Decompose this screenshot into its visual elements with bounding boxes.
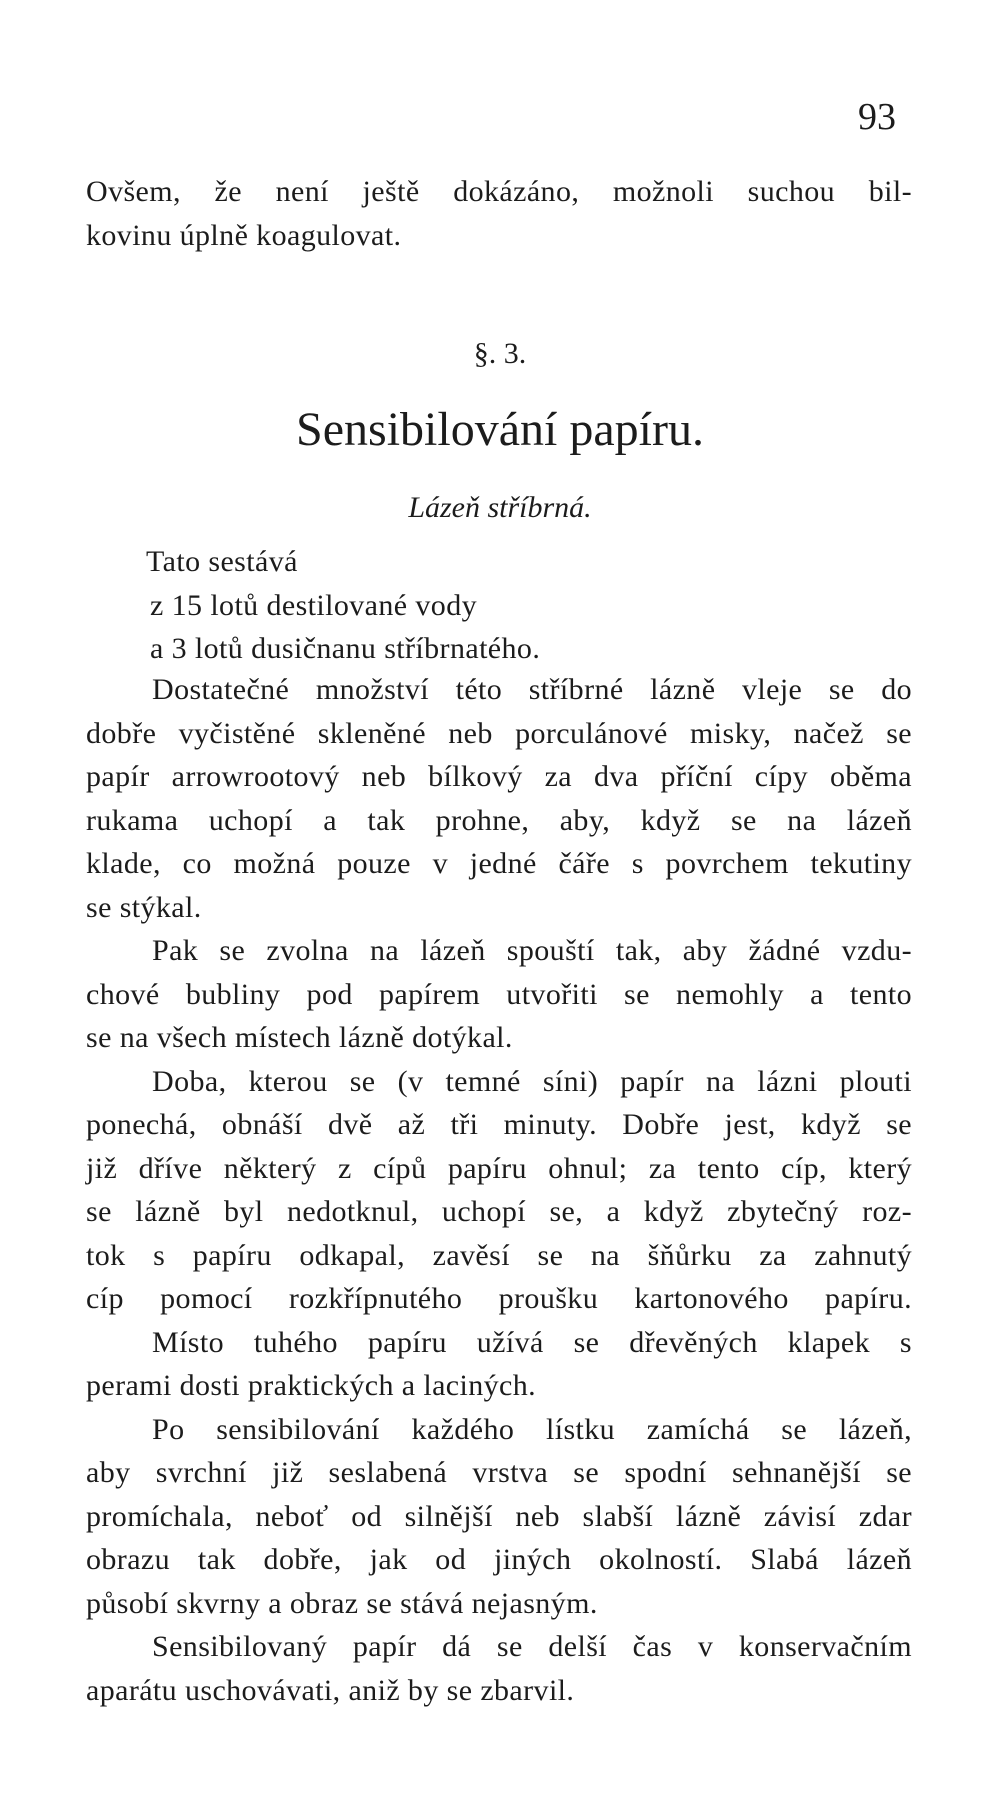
paragraph [86,1625,912,1712]
ingredients-list [86,540,912,671]
text-line: Po sensibilování každého lístku zamíchá se lázeň, [152,1412,912,1446]
text-line: se na všech místech lázně dotýkal. [86,1021,513,1054]
main-text [86,668,912,1712]
paragraph [86,929,912,1060]
text-line: cíp pomocí rozkřípnutého proušku kartonového papíru. [86,1282,912,1315]
text-line: klade, co možná pouze v jedné čáře s povrchem tekutiny [86,847,912,880]
ingredient-item: a 3 lotů dusičnanu stříbrnatého. [150,632,541,665]
paragraph [86,1321,912,1408]
text-line: Dostatečné množství této stříbrné lázně vleje se do [152,673,912,706]
text-line: již dříve některý z cípů papíru ohnul; za tento cíp, který [86,1151,912,1185]
text-line: působí skvrny a obraz se stává nejasným. [86,1586,598,1620]
section-title: Sensibilování papíru. [296,403,704,456]
text-line: rukama uchopí a tak prohne, aby, když se na lázeň [86,803,912,837]
text-line: Ovšem, že není ještě dokázáno, možnoli suchou bil- [86,175,912,208]
text-line: promíchala, neboť od silnější neb slabší lázně závisí zdar [86,1499,912,1533]
text-line: se lázně byl nedotknul, uchopí se, a když zbytečný roz- [86,1195,912,1228]
text-line: ponechá, obnáší dvě až tři minuty. Dobře jest, když se [86,1108,912,1141]
text-line: Místo tuhého papíru užívá se dřevěných klapek s [152,1325,912,1359]
text-line: chové bubliny pod papírem utvořiti se nemohly a tento [86,977,912,1011]
text-line: perami dosti praktických a laciných. [86,1369,537,1402]
text-line: obrazu tak dobře, jak od jiných okolností. Slabá lázeň [86,1543,912,1576]
text-line: kovinu úplně koagulovat. [86,218,402,252]
text-line: aby svrchní již seslabená vrstva se spodní sehnanější se [86,1456,912,1489]
text-line: Pak se zvolna na lázeň spouští tak, aby žádné vzdu- [152,934,912,967]
paragraph [86,668,912,929]
text-line: Sensibilovaný papír dá se delší čas v konservačním [152,1630,912,1663]
text-line: dobře vyčistěné skleněné neb porculánové misky, načež se [86,716,912,750]
text-line: aparátu uschovávati, aniž by se zbarvil. [86,1673,575,1707]
paragraph [86,1060,912,1321]
text-line: papír arrowrootový neb bílkový za dva příční cípy oběma [86,760,912,793]
text-line: Doba, kterou se (v temné síni) papír na lázni plouti [152,1064,912,1098]
intro-paragraph [86,170,912,257]
section-number: §. 3. [473,337,527,370]
ingredients-intro: Tato sestává [146,545,298,578]
page-number: 93 [858,96,896,138]
ingredient-item: z 15 lotů destilované vody [150,588,478,622]
paragraph [86,1408,912,1626]
text-line: se stýkal. [86,890,202,924]
text-line: tok s papíru odkapal, zavěsí se na šňůrku za zahnutý [86,1238,912,1272]
section-subtitle: Lázeň stříbrná. [408,491,592,524]
